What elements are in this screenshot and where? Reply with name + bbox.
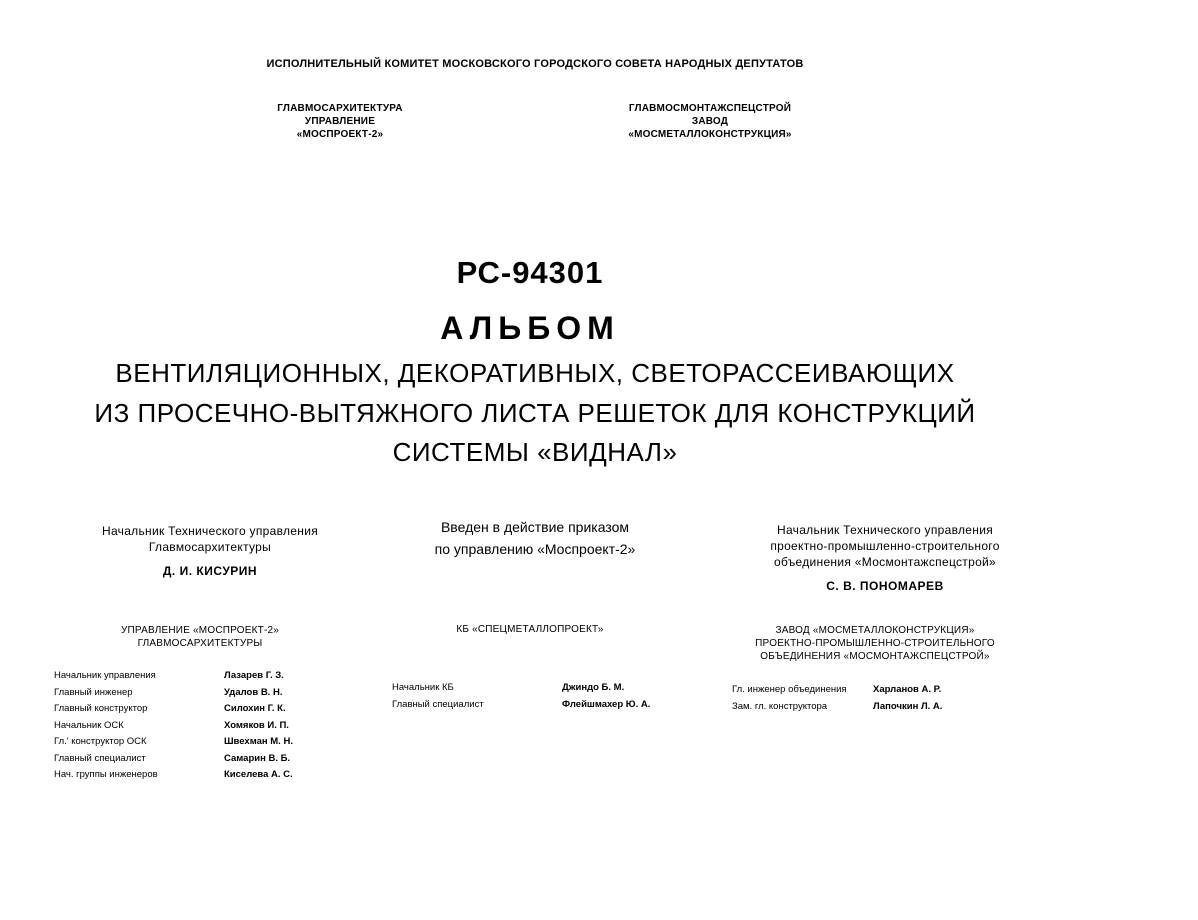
staff-row (392, 699, 692, 716)
right-organization (580, 102, 840, 141)
staff-list-left (54, 670, 354, 786)
approval-left-name: Д. И. КИСУРИН (162, 564, 258, 578)
staff-role: Гл. инженер объединения (732, 684, 847, 695)
staff-role: Нач. группы инженеров (54, 769, 158, 780)
approval-right-line: проектно-промышленно-строительного (770, 539, 1000, 553)
section-right-title (730, 624, 1020, 663)
section-title-line: УПРАВЛЕНИЕ «МОСПРОЕКТ-2» (120, 625, 280, 636)
left-organization (220, 102, 460, 141)
title-line-2: ИЗ ПРОСЕЧНО-ВЫТЯЖНОГО ЛИСТА РЕШЕТОК ДЛЯ КОНСТРУКЦИЙ (94, 398, 976, 428)
staff-role: Начальник управления (54, 670, 156, 681)
staff-role: Главный специалист (54, 752, 146, 764)
section-center-title (420, 623, 640, 636)
introduction-order (385, 516, 685, 560)
staff-role: Главный инженер (54, 686, 133, 698)
staff-name: Удалов В. Н. (224, 686, 283, 698)
staff-name: Лапочкин Л. А. (873, 700, 943, 712)
approval-left-line: Начальник Технического управления (101, 524, 319, 538)
section-title-line: ЗАВОД «МОСМЕТАЛЛОКОНСТРУКЦИЯ» (775, 625, 975, 636)
staff-row (732, 701, 1012, 718)
staff-role: Зам. гл. конструктора (732, 700, 828, 712)
left-org-line: УПРАВЛЕНИЕ (304, 116, 376, 127)
approval-right-line: Начальник Технического управления (776, 523, 994, 537)
staff-name: Харланов А. Р. (873, 684, 942, 695)
staff-role: Начальник ОСК (54, 719, 124, 731)
staff-list-center (392, 682, 692, 715)
staff-name: Силохин Г. К. (224, 703, 286, 714)
approval-right-name: С. В. ПОНОМАРЕВ (826, 579, 944, 593)
staff-name: Швехман М. Н. (224, 736, 293, 747)
approval-right-line: объединения «Мосмонтажспецстрой» (773, 555, 997, 569)
staff-name: Киселева А. С. (224, 769, 293, 780)
section-title-line: КБ «СПЕЦМЕТАЛЛОПРОЕКТ» (456, 624, 604, 635)
left-org-line: ГЛАВМОСАРХИТЕКТУРА (277, 103, 403, 114)
staff-role: Гл.' конструктор ОСК (54, 736, 147, 747)
staff-row (54, 720, 354, 737)
staff-row (54, 670, 354, 687)
staff-row (54, 687, 354, 704)
album-heading: АЛЬБОМ (440, 310, 620, 346)
staff-role: Начальник КБ (392, 682, 454, 693)
approval-left-line: Главмосархитектуры (148, 540, 272, 554)
staff-name: Джиндо Б. М. (562, 682, 625, 693)
right-org-line: ЗАВОД (691, 116, 729, 127)
staff-role: Главный конструктор (54, 703, 148, 714)
title-line-1: ВЕНТИЛЯЦИОННЫХ, ДЕКОРАТИВНЫХ, СВЕТОРАССЕИВАЮЩИХ (115, 358, 955, 388)
section-left-title (80, 624, 320, 650)
staff-role: Главный специалист (392, 698, 484, 710)
approval-right (740, 522, 1030, 594)
staff-name: Хомяков И. П. (224, 719, 289, 731)
staff-name: Лазарев Г. З. (224, 670, 284, 681)
intro-line: Введен в действие приказом (440, 519, 630, 535)
right-org-line: «МОСМЕТАЛЛОКОНСТРУКЦИЯ» (628, 129, 792, 140)
staff-name: Флейшмахер Ю. А. (562, 698, 651, 710)
section-title-line: ПРОЕКТНО-ПРОМЫШЛЕННО-СТРОИТЕЛЬНОГО (755, 638, 995, 649)
document-code: РС-94301 (456, 255, 604, 290)
staff-row (392, 682, 692, 699)
approval-left (60, 523, 360, 579)
left-org-line: «МОСПРОЕКТ-2» (296, 129, 384, 140)
staff-row (54, 736, 354, 753)
staff-row (54, 753, 354, 770)
staff-row (54, 703, 354, 720)
staff-list-right (732, 684, 1012, 717)
section-title-line: ГЛАВМОСАРХИТЕКТУРЫ (137, 638, 263, 649)
title-line-3: СИСТЕМЫ «ВИДНАЛ» (392, 437, 678, 467)
staff-row (54, 769, 354, 786)
intro-line: по управлению «Моспроект-2» (434, 541, 636, 557)
staff-name: Самарин В. Б. (224, 752, 291, 764)
issuing-committee: ИСПОЛНИТЕЛЬНЫЙ КОМИТЕТ МОСКОВСКОГО ГОРОДСКОГО СОВЕТА НАРОДНЫХ ДЕПУТАТОВ (266, 58, 804, 70)
staff-row (732, 684, 1012, 701)
section-title-line: ОБЪЕДИНЕНИЯ «МОСМОНТАЖСПЕЦСТРОЙ» (760, 651, 990, 662)
right-org-line: ГЛАВМОСМОНТАЖСПЕЦСТРОЙ (628, 103, 792, 114)
